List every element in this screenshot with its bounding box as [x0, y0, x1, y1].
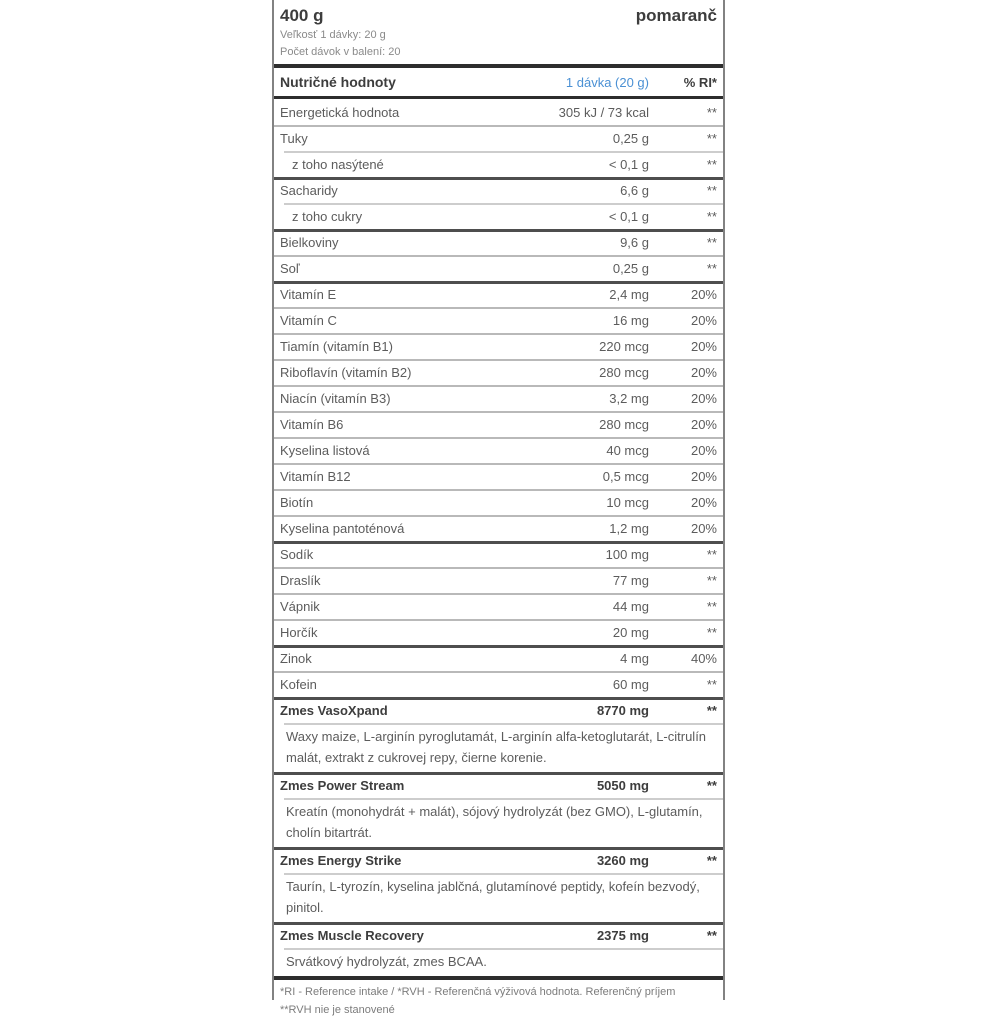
nutrition-row [274, 333, 723, 359]
column-header-serving: 1 dávka (20 g) [565, 74, 649, 90]
nutrition-row [274, 671, 723, 697]
row-label: Vápnik [280, 598, 320, 614]
ingredient-description: Srvátkový hydrolyzát, zmes BCAA. [286, 954, 487, 969]
nutrition-row [274, 772, 723, 798]
nutrition-row [274, 411, 723, 437]
row-label: Energetická hodnota [280, 104, 400, 120]
row-value: < 0,1 g [608, 156, 649, 172]
row-value: 280 mcg [599, 416, 649, 432]
nutrition-row [274, 619, 723, 645]
table-column-header [274, 68, 723, 96]
row-label: Tiamín (vitamín B1) [280, 338, 393, 354]
row-value: 0,25 g [612, 130, 649, 146]
footer-reference-note: *RI - Reference intake / *RVH - Referenčná výživová hodnota. Referenčný príjem [280, 986, 676, 998]
row-value: 16 mg [612, 312, 649, 328]
row-ri: 20% [690, 364, 717, 380]
ingredient-description-row [274, 723, 723, 772]
row-ri: ** [706, 927, 717, 943]
row-label: z toho nasýtené [292, 156, 384, 172]
row-ri: ** [706, 260, 717, 276]
row-value: 0,5 mcg [602, 468, 649, 484]
row-label: Zmes Energy Strike [280, 852, 402, 868]
row-value: 4 mg [620, 650, 649, 666]
nutrition-row [274, 229, 723, 255]
nutrition-row [274, 255, 723, 281]
row-value: 44 mg [612, 598, 649, 614]
row-ri: 40% [690, 650, 717, 666]
row-value: 100 mg [605, 546, 649, 562]
row-value: 0,25 g [612, 260, 649, 276]
row-label: Sacharidy [280, 182, 338, 198]
row-label: Niacín (vitamín B3) [280, 390, 391, 406]
nutrition-row [274, 385, 723, 411]
nutrition-row [274, 359, 723, 385]
nutrition-row [274, 541, 723, 567]
row-value: 280 mcg [599, 364, 649, 380]
label-footer [274, 980, 723, 1018]
nutrition-row [274, 922, 723, 948]
row-ri: 20% [690, 468, 717, 484]
row-ri: ** [706, 546, 717, 562]
nutrition-row [274, 99, 723, 125]
row-label: Vitamín C [280, 312, 337, 328]
footer-rvh-note: **RVH nie je stanovené [280, 1004, 395, 1016]
row-value: 60 mg [612, 676, 649, 692]
row-value: 20 mg [612, 624, 649, 640]
ingredient-description: Kreatín (monohydrát + malát), sójový hydrolyzát (bez GMO), L-glutamín, cholín bitartrát. [286, 804, 703, 840]
row-value: 1,2 mg [609, 520, 649, 536]
nutrition-row [274, 463, 723, 489]
nutrition-row [274, 515, 723, 541]
row-ri: 20% [690, 390, 717, 406]
nutrition-row [274, 203, 723, 229]
row-ri: 20% [690, 494, 717, 510]
row-value: 10 mcg [606, 494, 649, 510]
row-value: 2,4 mg [609, 286, 649, 302]
row-ri: ** [706, 234, 717, 250]
row-ri: ** [706, 182, 717, 198]
row-value: 5050 mg [596, 777, 649, 793]
nutrition-row [274, 177, 723, 203]
row-label: Horčík [280, 624, 318, 640]
ingredient-description-row [274, 873, 723, 922]
row-value: 77 mg [612, 572, 649, 588]
row-ri: 20% [690, 416, 717, 432]
ingredient-description: Taurín, L-tyrozín, kyselina jablčná, glutamínové peptidy, kofeín bezvodý, pinitol. [286, 879, 700, 915]
row-label: z toho cukry [292, 208, 363, 224]
row-value: 220 mcg [599, 338, 649, 354]
row-value: 3,2 mg [609, 390, 649, 406]
row-ri: ** [706, 208, 717, 224]
flavor-name: pomaranč [635, 6, 717, 25]
row-value: 3260 mg [596, 852, 649, 868]
ingredient-description-row [274, 948, 723, 976]
row-label: Biotín [280, 494, 314, 510]
row-ri: ** [706, 156, 717, 172]
nutrition-label [272, 0, 725, 1016]
row-value: 305 kJ / 73 kcal [558, 104, 649, 120]
nutrition-rows [274, 99, 723, 976]
serving-size-text: Veľkosť 1 dávky: 20 g [280, 29, 386, 41]
row-ri: 20% [690, 520, 717, 536]
nutrition-row [274, 567, 723, 593]
row-label: Soľ [280, 260, 300, 276]
ingredient-description-row [274, 798, 723, 847]
column-header-ri: % RI* [683, 74, 717, 90]
row-label: Tuky [280, 130, 308, 146]
nutrition-row [274, 847, 723, 873]
row-ri: 20% [690, 312, 717, 328]
servings-per-pack-text: Počet dávok v balení: 20 [280, 46, 401, 58]
nutrition-row [274, 281, 723, 307]
row-label: Vitamín E [280, 286, 337, 302]
row-ri: ** [706, 702, 717, 718]
row-ri: ** [706, 777, 717, 793]
nutrition-row [274, 437, 723, 463]
row-label: Zmes Muscle Recovery [280, 927, 424, 943]
row-label: Vitamín B6 [280, 416, 344, 432]
row-label: Sodík [280, 546, 314, 562]
row-value: 8770 mg [596, 702, 649, 718]
row-ri: ** [706, 130, 717, 146]
row-label: Riboflavín (vitamín B2) [280, 364, 412, 380]
row-label: Zinok [280, 650, 312, 666]
row-label: Bielkoviny [280, 234, 339, 250]
nutrition-row [274, 645, 723, 671]
row-ri: ** [706, 676, 717, 692]
nutrition-row [274, 307, 723, 333]
row-value: 2375 mg [596, 927, 649, 943]
row-label: Kofein [280, 676, 317, 692]
nutrition-row [274, 125, 723, 151]
row-ri: 20% [690, 286, 717, 302]
row-value: < 0,1 g [608, 208, 649, 224]
row-ri: ** [706, 104, 717, 120]
row-ri: ** [706, 852, 717, 868]
row-value: 9,6 g [620, 234, 649, 250]
row-label: Kyselina listová [280, 442, 370, 458]
row-label: Draslík [280, 572, 321, 588]
row-label: Kyselina pantoténová [280, 520, 405, 536]
nutrition-row [274, 697, 723, 723]
column-header-name: Nutričné hodnoty [280, 74, 396, 90]
row-label: Zmes VasoXpand [280, 702, 388, 718]
row-ri: ** [706, 572, 717, 588]
row-ri: ** [706, 598, 717, 614]
row-label: Vitamín B12 [280, 468, 351, 484]
row-ri: 20% [690, 338, 717, 354]
row-value: 40 mcg [606, 442, 649, 458]
label-header [274, 0, 723, 64]
package-weight: 400 g [280, 6, 324, 25]
label-header-top [280, 6, 717, 26]
nutrition-row [274, 593, 723, 619]
row-ri: ** [706, 624, 717, 640]
ingredient-description: Waxy maize, L-arginín pyroglutamát, L-arginín alfa-ketoglutarát, L-citrulín malát, extrakt z cukrovej repy, čierne korenie. [286, 729, 707, 765]
nutrition-row [274, 489, 723, 515]
row-ri: 20% [690, 442, 717, 458]
nutrition-row [274, 151, 723, 177]
row-label: Zmes Power Stream [280, 777, 405, 793]
row-value: 6,6 g [620, 182, 649, 198]
